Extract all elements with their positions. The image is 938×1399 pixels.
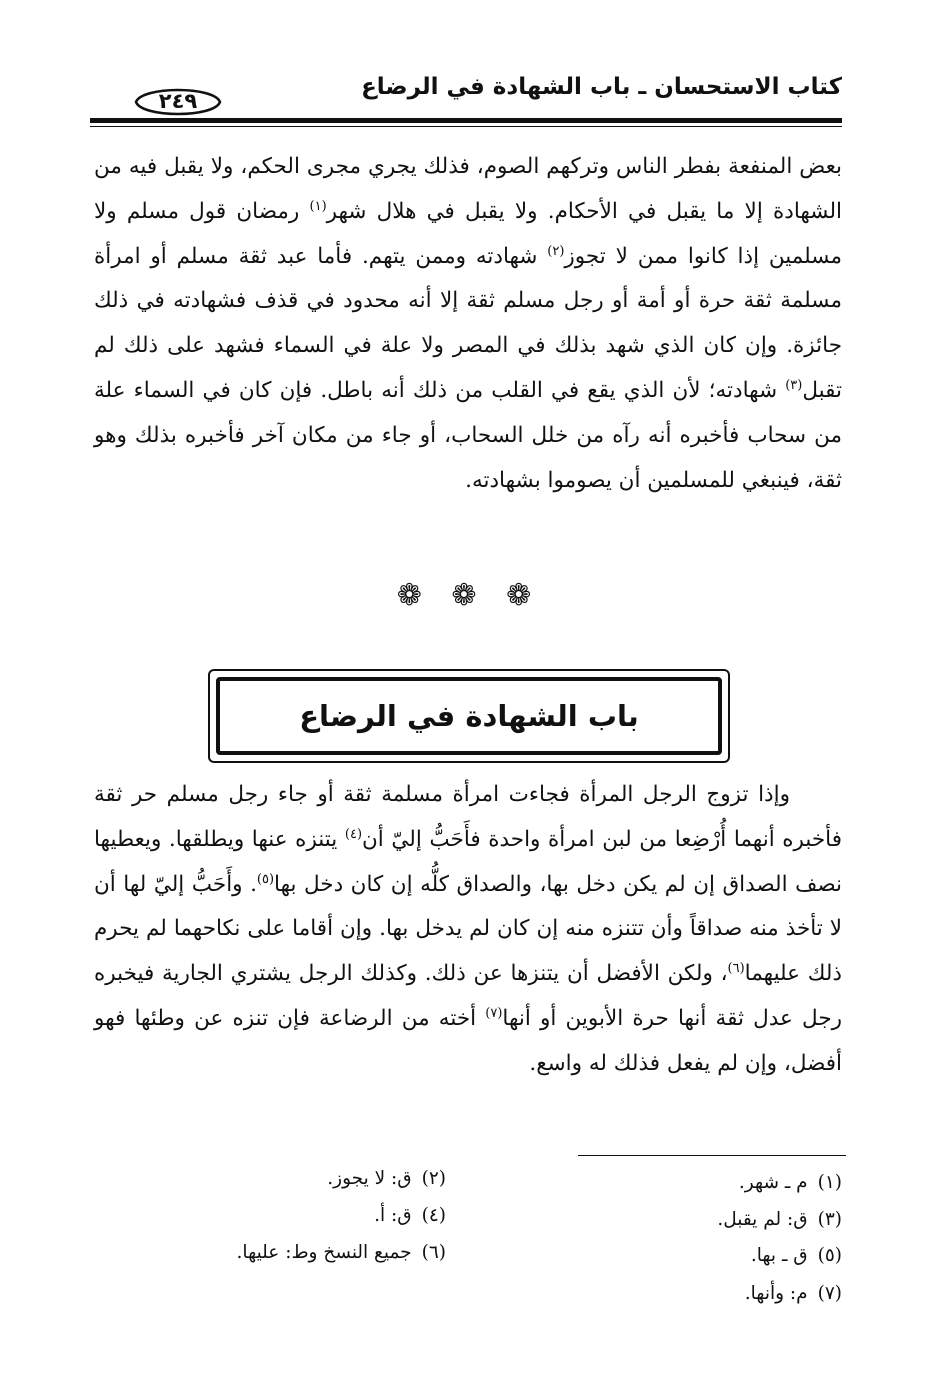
footnote-ref-1: (١) — [309, 198, 327, 214]
section-separator: ❁ ❁ ❁ — [396, 578, 542, 613]
footnote-ref-3: (٣) — [785, 377, 803, 393]
footnote-text: ق: لا يجوز. — [327, 1168, 412, 1189]
footnote-number: (٤) — [421, 1205, 446, 1226]
footnote-text: ق: لم يقبل. — [717, 1209, 808, 1230]
paragraph-2-text-b: يتنزه عنها ويطلقها. ويعطيها نصف الصداق إن لم يكن دخل بها، والصداق كلُّه إن كان دخل بها — [94, 826, 842, 897]
footnote-5 — [751, 1245, 842, 1266]
footnote-ref-4: (٤) — [344, 826, 363, 842]
paragraph-2-text-d: ، ولكن الأفضل أن يتنزها عن ذلك. وكذلك الرجل يشتري الجارية فيخبره رجل عدل ثقة أنها حرة الأبوين أو أنها — [94, 961, 842, 1031]
chapter-title: باب الشهادة في الرضاع — [299, 699, 639, 733]
paragraph-2 — [94, 773, 842, 1087]
footnote-2 — [327, 1168, 446, 1189]
footnote-ref-6: (٦) — [727, 961, 745, 977]
footnote-6 — [237, 1242, 446, 1263]
footnote-4 — [374, 1205, 446, 1226]
footnote-text: م ـ شهر. — [738, 1172, 808, 1193]
page-number: ٢٤٩ — [158, 89, 198, 113]
footnote-text: م: وأنها. — [744, 1283, 808, 1304]
paragraph-1-text-d: شهادته؛ لأن الذي يقع في القلب من ذلك أنه باطل. فإن كان في السماء علة من سحاب فأخبره أنه رآه من خلل السحاب، أو جاء من مكان آخر فأخبره بذلك وهو ثقة، فينبغي للمسلمين أن يصوموا بشهادته. — [94, 377, 842, 493]
footnote-text: ق ـ بها. — [750, 1245, 808, 1266]
footnote-text: جميع النسخ وط: عليها. — [236, 1242, 412, 1263]
footnote-number: (١) — [817, 1172, 842, 1193]
footnote-number: (٥) — [817, 1245, 842, 1266]
header-rule-thin — [90, 126, 842, 127]
paragraph-1-text-c: شهادته وممن يتهم. فأما عبد ثقة مسلم أو امرأة مسلمة ثقة حرة أو أمة أو رجل مسلم ثقة إلا أنه محدود في قذف فشهادته في ذلك جائزة. وإن كان الذي شهد بذلك في المصر ولا علة في السماء فشهد على ذلك لم تقبل — [94, 243, 842, 403]
paragraph-1-text-b: رمضان قول مسلم ولا مسلمين إذا كانوا ممن لا تجوز — [94, 198, 842, 269]
footnote-text: ق: أ. — [374, 1205, 412, 1226]
paragraph-2-text-c: . وأَحَبُّ إليّ لها أن لا تأخذ منه صداقاً وأن تتنزه منه إن كان لم يدخل بها. وإن أقاما على نكاحهما لم يحرم ذلك عليهما — [94, 871, 842, 987]
paragraph-2-text-e: أخته من الرضاعة فإن تنزه عن وطئها فهو أفضل، وإن لم يفعل فذلك له واسع. — [94, 1005, 842, 1076]
footnote-number: (٢) — [421, 1168, 446, 1189]
footnote-number: (٧) — [817, 1283, 842, 1304]
footnote-1 — [739, 1172, 842, 1193]
paragraph-2-text-a: وإذا تزوج الرجل المرأة فجاءت امرأة مسلمة ثقة أو جاء رجل مسلم حر ثقة فأخبره أنهما أُرْضِعا من لبن امرأة واحدة فأَحَبُّ إليّ أن — [94, 782, 842, 852]
footnote-ref-5: (٥) — [256, 871, 275, 887]
chapter-title-frame — [208, 669, 730, 763]
footnote-7 — [745, 1283, 842, 1304]
footnote-ref-7: (٧) — [485, 1005, 503, 1021]
paragraph-1-text-a: بعض المنفعة بفطر الناس وتركهم الصوم، فذلك يجري مجرى الحكم، ولا يقبل فيه من الشهادة إلا ما يقبل في الأحكام. ولا يقبل في هلال شهر — [94, 154, 842, 224]
page-number-badge — [128, 82, 228, 122]
footnote-ref-2: (٢) — [547, 243, 565, 259]
chapter-title-inner-frame — [216, 677, 722, 755]
running-head: كتاب الاستحسان ـ باب الشهادة في الرضاع — [361, 74, 842, 100]
paragraph-1 — [94, 145, 842, 503]
footnote-rule — [578, 1155, 846, 1156]
footnote-number: (٣) — [817, 1209, 842, 1230]
footnote-3 — [717, 1209, 842, 1230]
footnote-number: (٦) — [421, 1242, 446, 1263]
header-rule — [90, 118, 842, 123]
